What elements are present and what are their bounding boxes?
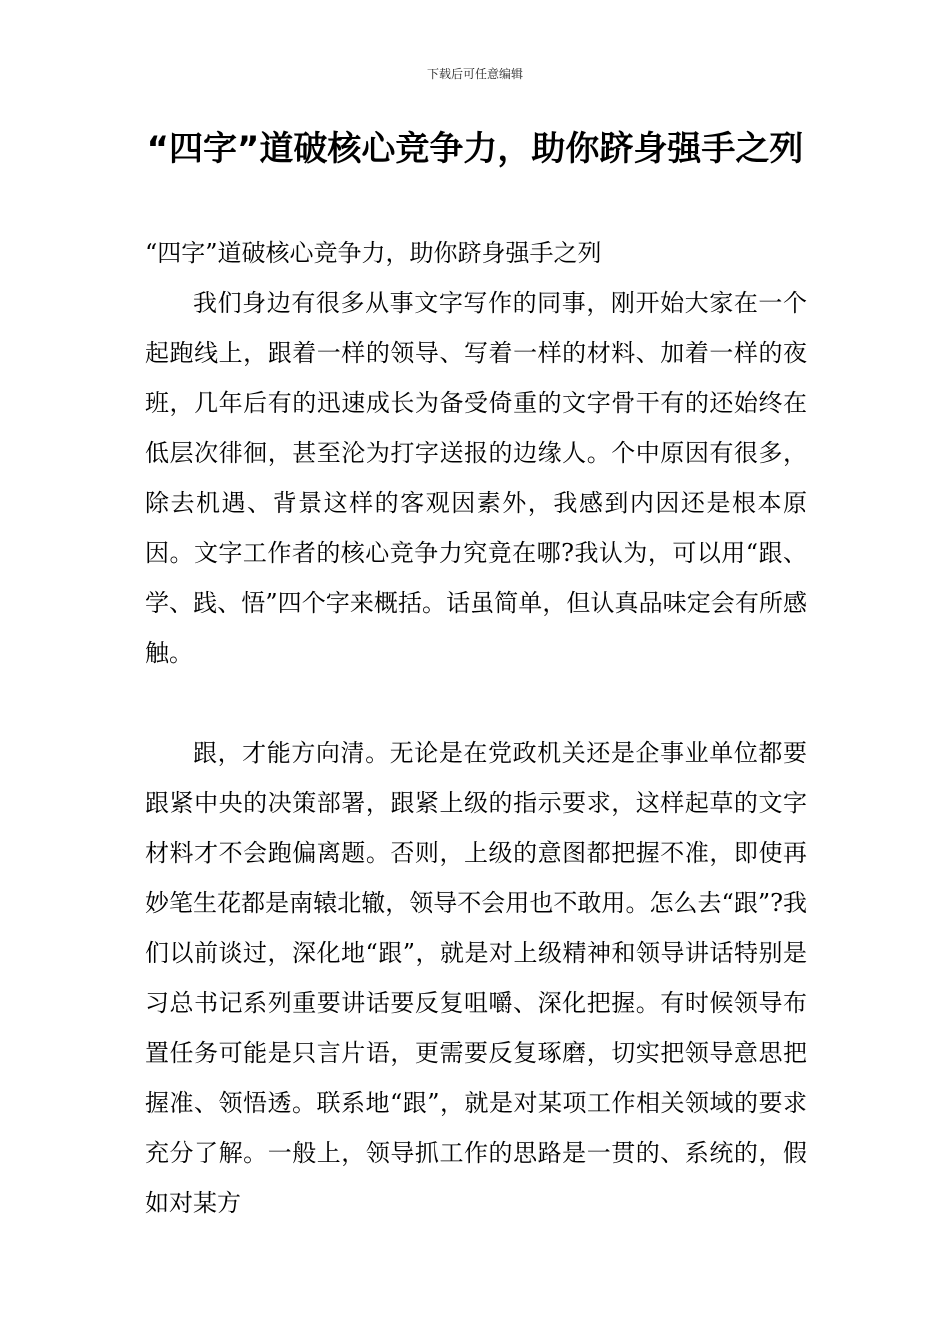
document-title: “四字”道破核心竞争力，助你跻身强手之列 (146, 129, 804, 169)
document-body (145, 228, 807, 1228)
paragraph-intro: 我们身边有很多从事文字写作的同事，刚开始大家在一个起跑线上，跟着一样的领导、写着一样的材料、加着一样的夜班，几年后有的迅速成长为备受倚重的文字骨干有的还始终在低层次徘徊，甚至沦为打字送报的边缘人。个中原因有很多，除去机遇、背景这样的客观因素外，我感到内因还是根本原因。文字工作者的核心竞争力究竟在哪?我认为，可以用“跟、学、践、悟”四个字来概括。话虽简单，但认真品味定会有所感触。 (145, 289, 807, 667)
header-note: 下载后可任意编辑 (426, 67, 523, 81)
paragraph-follow: 跟，才能方向清。无论是在党政机关还是企事业单位都要跟紧中央的决策部署，跟紧上级的指示要求，这样起草的文字材料才不会跑偏离题。否则，上级的意图都把握不准，即使再妙笔生花都是南辕北辙，领导不会用也不敢用。怎么去“跟”?我们以前谈过，深化地“跟”，就是对上级精神和领导讲话特别是习总书记系列重要讲话要反复咀嚼、深化把握。有时候领导布置任务可能是只言片语，更需要反复琢磨，切实把领导意思把握准、领悟透。联系地“跟”，就是对某项工作相关领域的要求充分了解。一般上，领导抓工作的思路是一贯的、系统的，假如对某方 (145, 739, 807, 1217)
document-subtitle: “四字”道破核心竞争力，助你跻身强手之列 (145, 239, 602, 267)
